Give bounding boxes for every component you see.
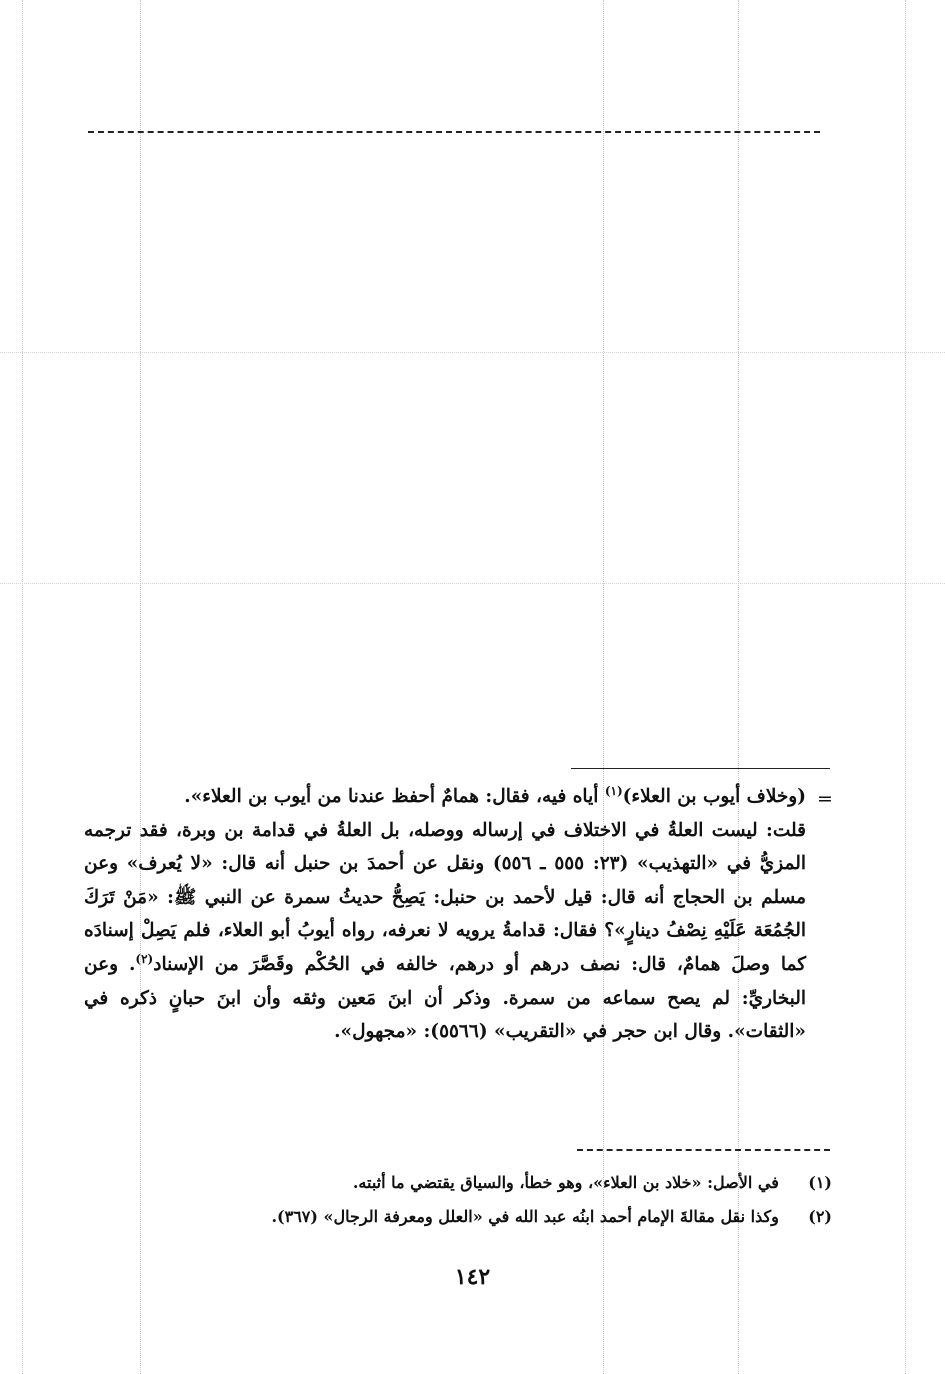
text-span: (وخلاف أيوب بن العلاء) [622,786,806,807]
text-span: قلت: ليست العلةُ في الاختلاف في إرساله ووصله، بل العلةُ في قدامة بن وبرة، فقد ترجمه المزيُّ في «التهذيب» (٢٣: ٥٥٥ ـ ٥٥٦) ونقل عن أحمدَ بن حنبل أنه قال: «لا يُعرف» وعن مسلم بن الحجاج أنه قال: قيل لأحمد بن حنبل: يَصِحُّ حديثُ سمرة عن النبي ﷺ: «مَنْ تَرَكَ الجُمُعَة عَلَيْهِ نِصْفُ دينارٍ»؟ فقال: قدامةُ يرويه لا نعرفه، رواه أيوبُ أبو العلاء، فلم يَصِلْ إسنادَه كما وصلَ همامٌ، قال: نصف درهم أو درهم، خالفه في الحُكْم وقَصَّرَ من الإسناد [84,819,807,975]
footnote-continuation-rule [571,768,830,769]
scan-line [0,583,945,584]
footnote-text: وكذا نقل مقالةَ الإمام أحمد ابنُه عبد الله في «العلل ومعرفة الرجال» (٣٦٧). [271,1207,779,1226]
footnote-number: (٢) [808,1207,832,1226]
footnotes-dashed-rule [577,1149,830,1151]
scan-line [0,352,945,353]
footnote-number: (١) [808,1173,832,1192]
footnote-ref-2: (٢) [135,951,154,966]
footnote-continuation-text [84,780,806,1049]
footnote-2 [200,1200,832,1234]
footnote-text: في الأصل: «خلاد بن العلاء»، وهو خطأ، والسياق يقتضي ما أثبته. [352,1173,779,1192]
scan-line [22,0,23,1374]
footnote-1 [200,1166,832,1200]
text-span: . وعن البخاريِّ: لم يصح سماعه من سمرة. وذكر أن ابنَ مَعين وثقه وأن ابنَ حبانٍ ذكره في «الثقات». وقال ابن حجر في «التقريب» (٥٥٦٦): «مجهول». [84,953,806,1043]
footnotes [200,1166,832,1234]
scan-line [140,0,141,1374]
text-span: أياه فيه، فقال: همامٌ أحفظ عندنا من أيوب بن العلاء». [184,786,605,807]
page-number: ١٤٢ [454,1264,491,1290]
footnote-ref-1: (١) [604,783,623,798]
scan-line [905,0,906,1374]
paragraph-2 [84,814,806,1049]
continuation-mark: = [817,788,833,810]
top-dashed-rule [88,131,820,133]
paragraph-1 [84,780,806,814]
